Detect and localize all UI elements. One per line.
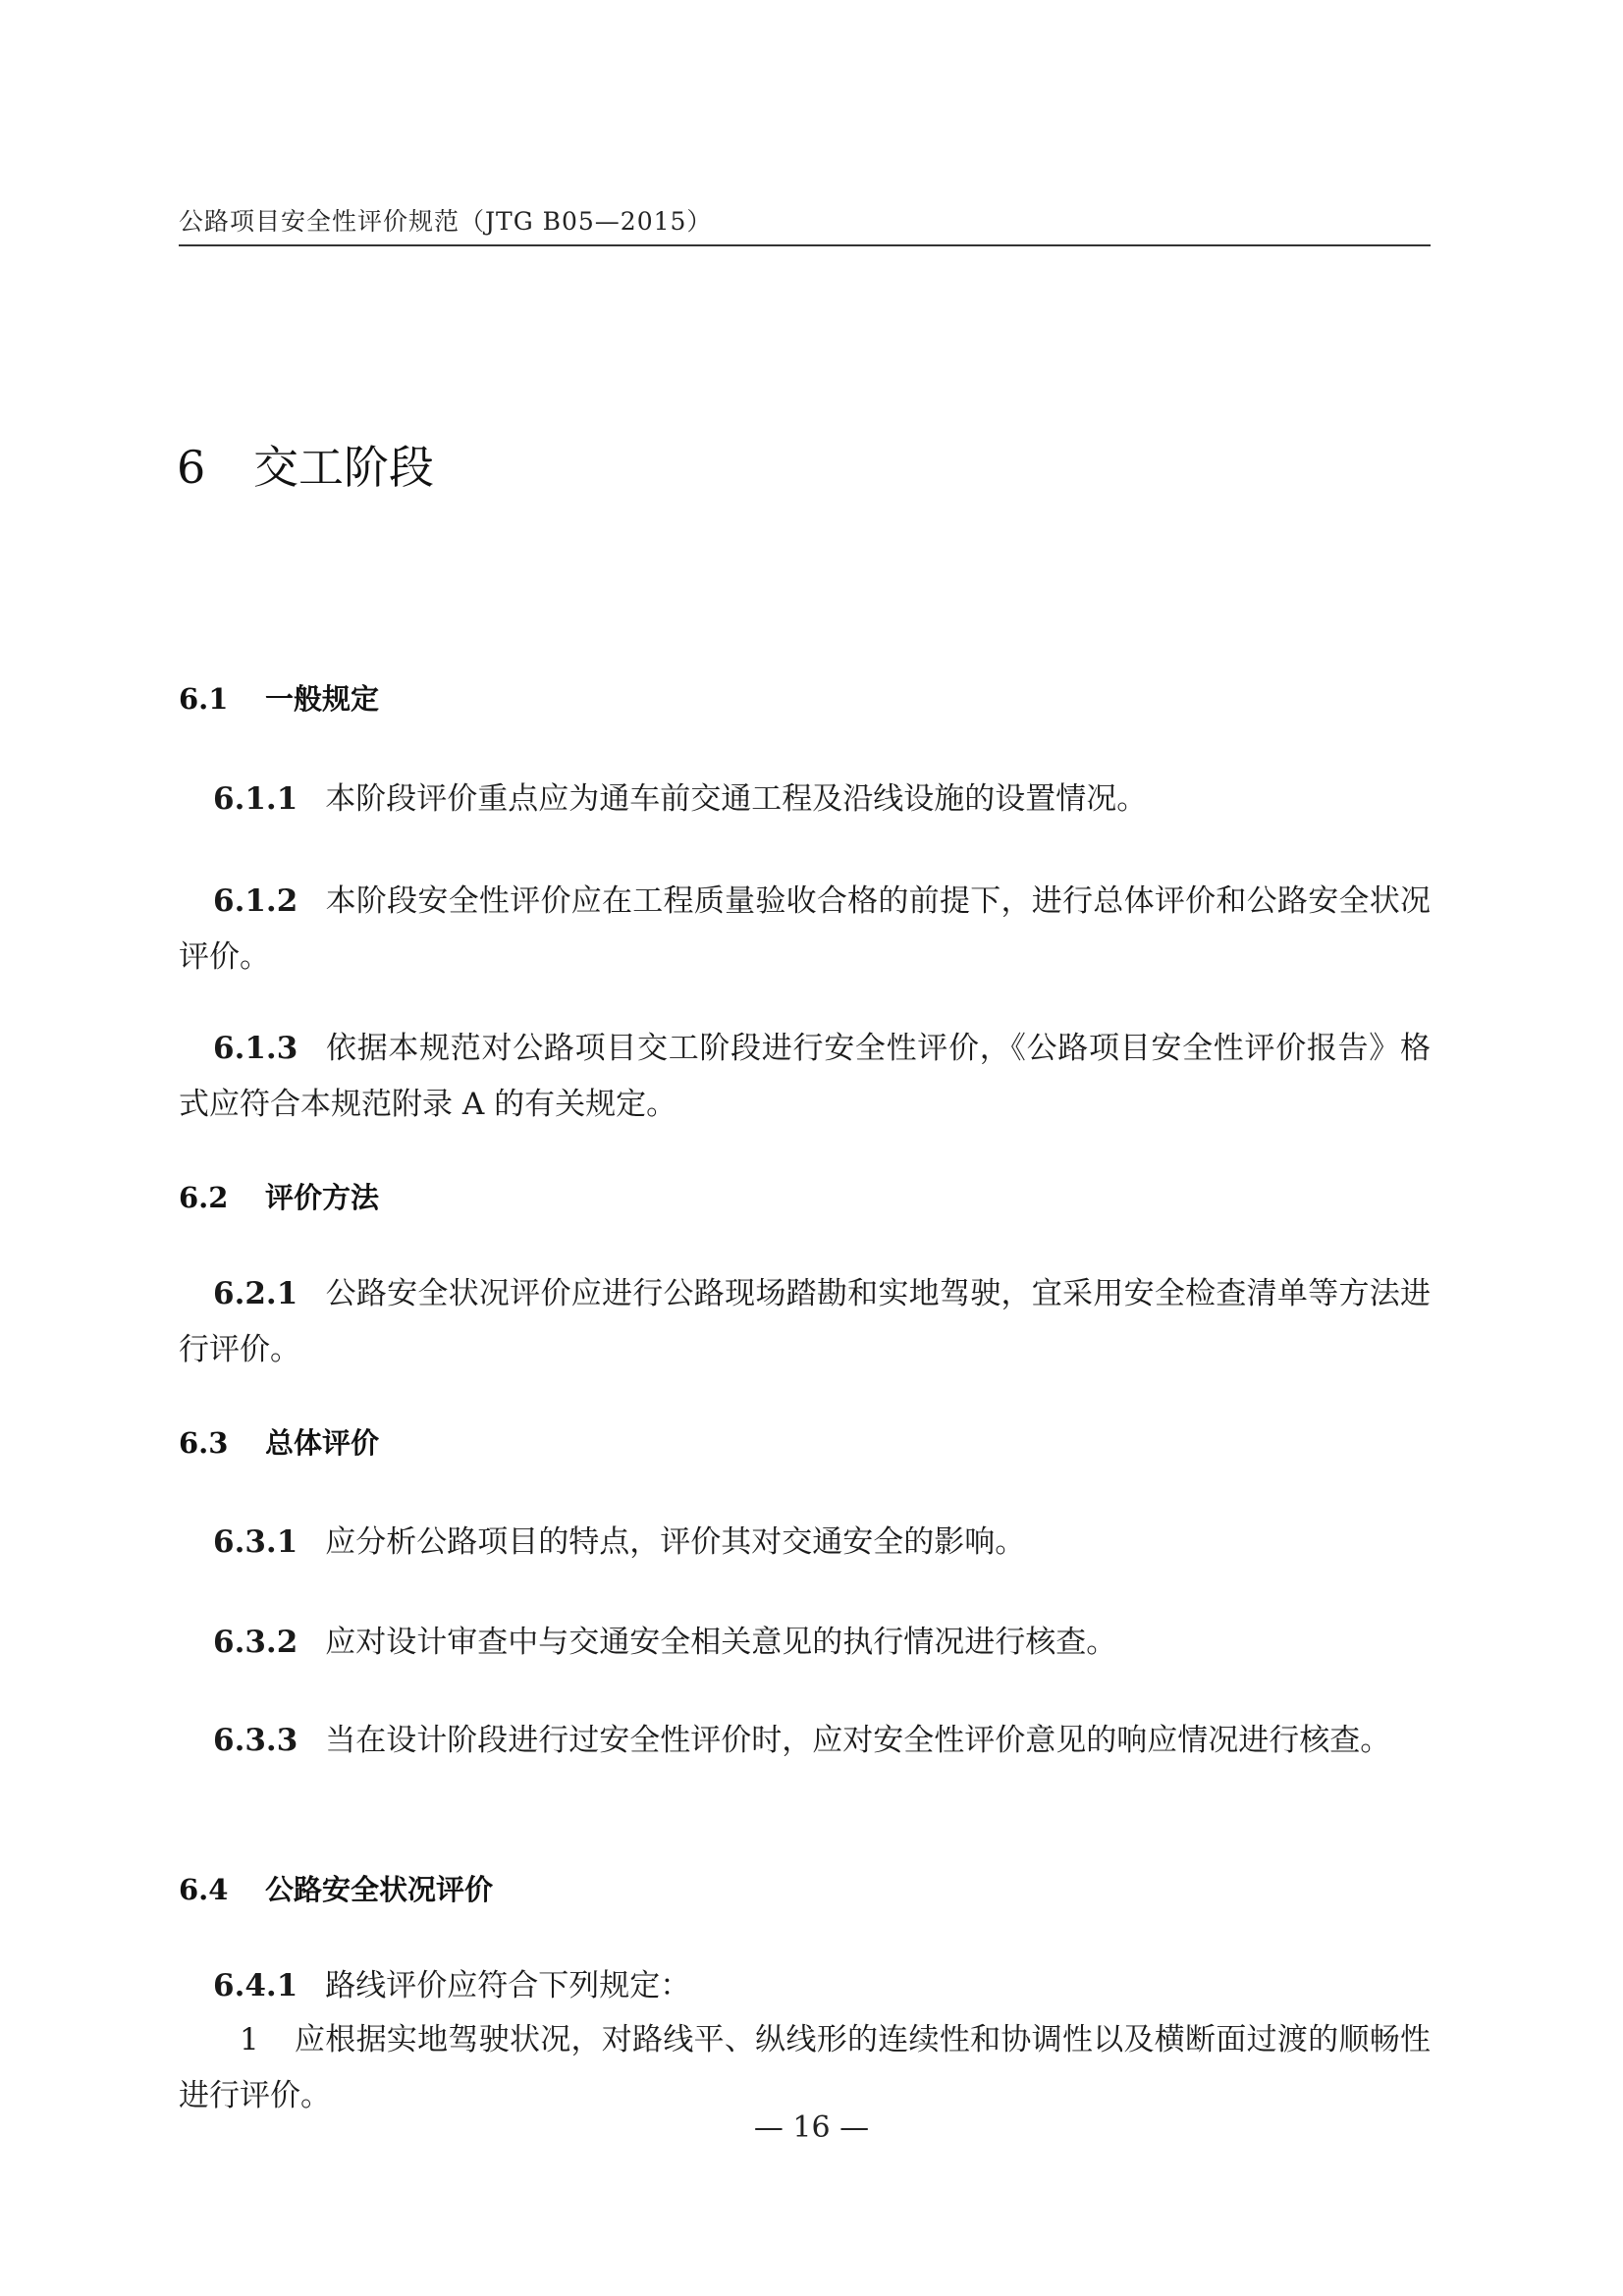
clause-text: 当在设计阶段进行过安全性评价时，应对安全性评价意见的响应情况进行核查。: [325, 1723, 1391, 1758]
section-heading: [179, 1421, 379, 1462]
chapter-name: 交工阶段: [253, 441, 434, 494]
list-item: [179, 2012, 1431, 2124]
clause-text: 本阶段安全性评价应在工程质量验收合格的前提下，进行总体评价和公路安全状况评价。: [179, 883, 1431, 975]
section-number: 6.2: [179, 1181, 229, 1214]
clause-paragraph: [179, 1713, 1431, 1769]
clause-number: 6.3.3: [213, 1723, 298, 1758]
clause-number: 6.1.2: [213, 883, 298, 919]
section-title: 评价方法: [265, 1181, 380, 1214]
clause-number: 6.4.1: [213, 1968, 298, 2003]
section-title: 总体评价: [265, 1426, 380, 1460]
clause-paragraph: [179, 1515, 1431, 1571]
clause-number: 6.3.2: [213, 1625, 298, 1660]
item-text: 应根据实地驾驶状况，对路线平、纵线形的连续性和协调性以及横断面过渡的顺畅性进行评价。: [179, 2022, 1431, 2113]
section-number: 6.4: [179, 1873, 229, 1906]
clause-paragraph: [179, 1266, 1431, 1378]
section-heading: [179, 1176, 379, 1216]
clause-paragraph: [179, 772, 1431, 828]
clause-text: 本阶段评价重点应为通车前交通工程及沿线设施的设置情况。: [325, 781, 1148, 817]
clause-number: 6.3.1: [213, 1524, 298, 1560]
section-number: 6.1: [179, 682, 229, 716]
clause-text: 公路安全状况评价应进行公路现场踏勘和实地驾驶，宜采用安全检查清单等方法进行评价。: [179, 1276, 1431, 1367]
item-number: 1: [240, 2022, 259, 2057]
clause-text: 依据本规范对公路项目交工阶段进行安全性评价，《公路项目安全性评价报告》格式应符合本规范附录 A 的有关规定。: [179, 1031, 1431, 1122]
chapter-number: 6: [177, 441, 206, 494]
section-number: 6.3: [179, 1426, 229, 1460]
chapter-title: [177, 432, 434, 497]
section-title: 一般规定: [265, 682, 380, 716]
running-header: 公路项目安全性评价规范（JTG B05—2015）: [179, 207, 713, 236]
clause-number: 6.1.3: [213, 1031, 298, 1066]
clause-text: 路线评价应符合下列规定：: [325, 1968, 691, 2003]
clause-text: 应对设计审查中与交通安全相关意见的执行情况进行核查。: [325, 1625, 1117, 1660]
clause-paragraph: [179, 874, 1431, 986]
section-title: 公路安全状况评价: [265, 1873, 494, 1906]
page-number: — 16 —: [753, 2110, 870, 2145]
section-heading: [179, 677, 379, 718]
clause-paragraph: [179, 1958, 1431, 2014]
clause-text: 应分析公路项目的特点，评价其对交通安全的影响。: [325, 1524, 1026, 1560]
clause-paragraph: [179, 1615, 1431, 1671]
clause-paragraph: [179, 1021, 1431, 1133]
clause-number: 6.1.1: [213, 781, 298, 817]
section-heading: [179, 1868, 493, 1908]
header-rule: [179, 244, 1431, 246]
clause-number: 6.2.1: [213, 1276, 298, 1311]
